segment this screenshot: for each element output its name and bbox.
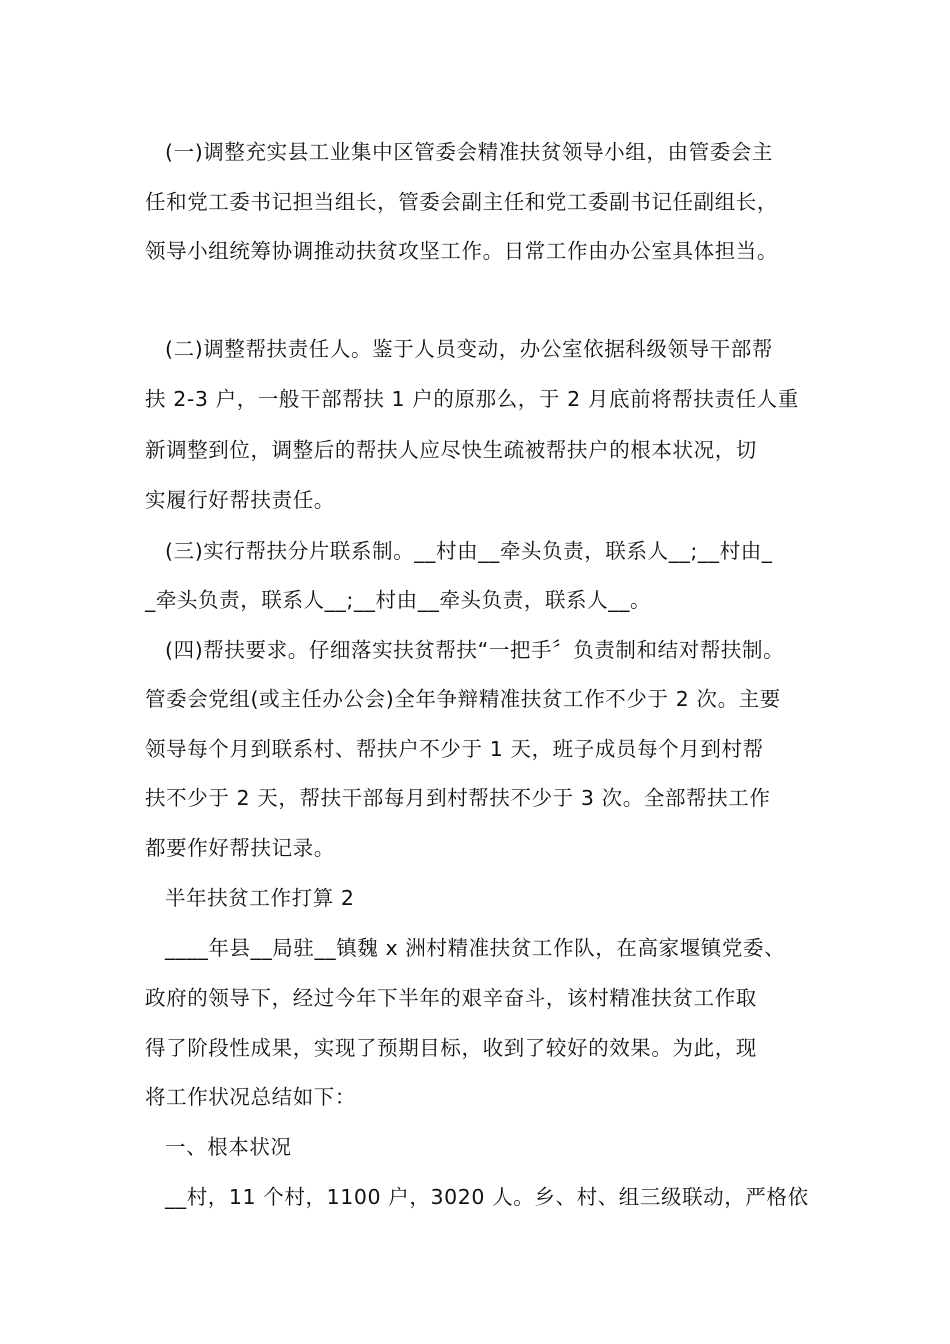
paragraph-4-line-1: (四)帮扶要求。仔细落实扶贫帮扶“一把手〞负责制和结对帮扶制。 bbox=[165, 638, 785, 662]
section-heading-plan-2: 半年扶贫工作打算 2 bbox=[165, 886, 355, 910]
paragraph-6-line-1: __村，11 个村，1100 户，3020 人。乡、村、组三级联动，严格依 bbox=[165, 1185, 809, 1209]
paragraph-2-line-3: 新调整到位，调整后的帮扶人应尽快生疏被帮扶户的根本状况，切 bbox=[145, 438, 757, 462]
paragraph-2-line-1: (二)调整帮扶责任人。鉴于人员变动，办公室依据科级领导干部帮 bbox=[165, 337, 773, 361]
paragraph-5-line-2: 政府的领导下，经过今年下半年的艰辛奋斗，该村精准扶贫工作取 bbox=[145, 986, 757, 1010]
paragraph-1-line-2: 任和党工委书记担当组长，管委会副主任和党工委副书记任副组长， bbox=[145, 190, 778, 214]
paragraph-2-line-2: 扶 2-3 户，一般干部帮扶 1 户的原那么，于 2 月底前将帮扶责任人重 bbox=[145, 387, 799, 411]
paragraph-1-line-1: (一)调整充实县工业集中区管委会精准扶贫领导小组，由管委会主 bbox=[165, 140, 773, 164]
paragraph-5-line-4: 将工作状况总结如下： bbox=[145, 1085, 356, 1109]
paragraph-1-line-3: 领导小组统筹协调推动扶贫攻坚工作。日常工作由办公室具体担当。 bbox=[145, 239, 778, 263]
section-heading-basic-situation: 一、根本状况 bbox=[165, 1135, 292, 1159]
paragraph-5-line-1: ____年县__局驻__镇魏 x 洲村精准扶贫工作队，在高家堰镇党委、 bbox=[165, 936, 786, 960]
paragraph-4-line-4: 扶不少于 2 天，帮扶干部每月到村帮扶不少于 3 次。全部帮扶工作 bbox=[145, 786, 771, 810]
paragraph-4-line-2: 管委会党组(或主任办公会)全年争辩精准扶贫工作不少于 2 次。主要 bbox=[145, 687, 781, 711]
paragraph-3-line-1: (三)实行帮扶分片联系制。__村由__牵头负责，联系人__;__村由_ bbox=[165, 539, 773, 563]
paragraph-2-line-4: 实履行好帮扶责任。 bbox=[145, 488, 335, 512]
paragraph-4-line-5: 都要作好帮扶记录。 bbox=[145, 836, 335, 860]
paragraph-5-line-3: 得了阶段性成果，实现了预期目标，收到了较好的效果。为此，现 bbox=[145, 1036, 757, 1060]
paragraph-3-line-2: _牵头负责，联系人__;__村由__牵头负责，联系人__。 bbox=[145, 588, 652, 612]
paragraph-4-line-3: 领导每个月到联系村、帮扶户不少于 1 天，班子成员每个月到村帮 bbox=[145, 737, 764, 761]
